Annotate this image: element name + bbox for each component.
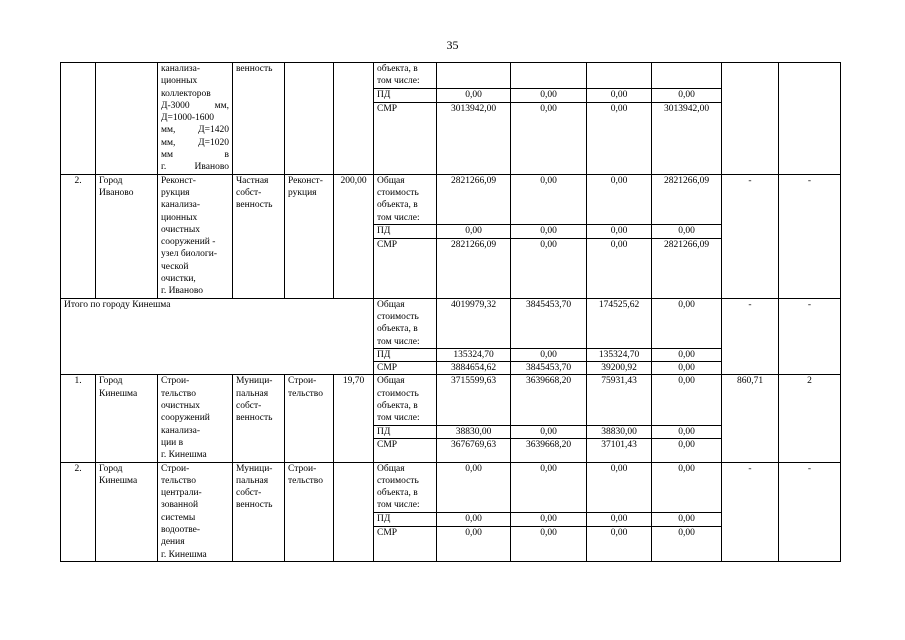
ownership-cell: Муници- пальная собст- венность <box>233 462 285 561</box>
pd-cost-cell: 135324,70 <box>437 348 511 361</box>
row-number-cell: 1. <box>61 375 96 462</box>
smr-cost-cell: 3013942,00 <box>652 102 722 174</box>
row-number-cell <box>61 63 96 175</box>
work-type-cell: Реконст- рукция <box>285 174 334 298</box>
subtotal-label: Итого по городу Кинешма <box>61 298 374 375</box>
cost-cell <box>652 63 722 89</box>
pd-cost-cell: 0,00 <box>587 89 652 103</box>
extra-cell: - <box>722 174 779 298</box>
city-cell <box>96 63 158 175</box>
total-cost-cell <box>437 63 511 89</box>
work-type-cell <box>285 63 334 175</box>
capacity-cell <box>334 462 374 561</box>
cost-cell <box>511 63 587 89</box>
total-cost-cell: 3715599,63 <box>437 375 511 426</box>
pd-label: ПД <box>374 513 437 526</box>
smr-cost-cell: 3845453,70 <box>511 362 587 375</box>
row-number-cell: 2. <box>61 174 96 298</box>
cost-cell: 0,00 <box>511 174 587 225</box>
extra-cell: - <box>722 462 779 561</box>
pd-cost-cell: 0,00 <box>511 89 587 103</box>
object-name-cell: Строи- тельство очистных сооружений канализа- ции в г. Кинешма <box>158 375 233 462</box>
smr-cost-cell: 0,00 <box>652 439 722 462</box>
subtotal-row <box>61 298 841 348</box>
object-name-cell: канализа- ционных коллекторов Д-3000 мм, Д=1000-1600 мм, Д=1420 мм, Д=1020 мм в г. Иваново <box>158 63 233 175</box>
cost-cell: 3845453,70 <box>511 298 587 348</box>
cost-cell: 3639668,20 <box>511 375 587 426</box>
city-cell: Город Кинешма <box>96 375 158 462</box>
extra-cell: - <box>779 462 841 561</box>
capacity-cell: 19,70 <box>334 375 374 462</box>
pd-cost-cell: 38830,00 <box>437 425 511 438</box>
page-number: 35 <box>446 38 459 52</box>
cost-cell: 0,00 <box>587 174 652 225</box>
pd-cost-cell: 0,00 <box>652 348 722 361</box>
pd-cost-cell: 0,00 <box>652 225 722 238</box>
capacity-cell <box>334 63 374 175</box>
pd-cost-cell: 0,00 <box>511 513 587 526</box>
cost-cell: 0,00 <box>587 462 652 513</box>
smr-cost-cell: 3676769,63 <box>437 439 511 462</box>
extra-cell <box>722 63 779 175</box>
smr-cost-cell: 2821266,09 <box>437 238 511 298</box>
cost-description-cell: Общая стоимость объекта, в том числе: <box>374 298 437 348</box>
ownership-cell: Муници- пальная собст- венность <box>233 375 285 462</box>
ownership-cell: Частная собст- венность <box>233 174 285 298</box>
investment-table <box>60 62 841 562</box>
pd-cost-cell: 0,00 <box>587 513 652 526</box>
pd-cost-cell: 0,00 <box>511 225 587 238</box>
smr-cost-cell: 0,00 <box>511 238 587 298</box>
total-cost-cell: 2821266,09 <box>437 174 511 225</box>
object-name-cell: Реконст- рукция канализа- ционных очистных сооружений - узел биологи- ческой очистки, г. Иваново <box>158 174 233 298</box>
smr-cost-cell: 3884654,62 <box>437 362 511 375</box>
pd-cost-cell: 0,00 <box>652 89 722 103</box>
cost-cell: 2821266,09 <box>652 174 722 225</box>
table-row <box>61 174 841 225</box>
table-row <box>61 462 841 513</box>
smr-label: СМР <box>374 439 437 462</box>
smr-label: СМР <box>374 362 437 375</box>
cost-description-cell: Общая стоимость объекта, в том числе: <box>374 174 437 225</box>
work-type-cell: Строи- тельство <box>285 462 334 561</box>
pd-label: ПД <box>374 225 437 238</box>
extra-cell: 2 <box>779 375 841 462</box>
cost-cell: 75931,43 <box>587 375 652 426</box>
smr-label: СМР <box>374 526 437 561</box>
ownership-cell: венность <box>233 63 285 175</box>
smr-cost-cell: 0,00 <box>652 362 722 375</box>
cost-cell: 0,00 <box>511 462 587 513</box>
capacity-cell: 200,00 <box>334 174 374 298</box>
object-name-cell: Строи- тельство централи- зованной системы водоотве- дения г. Кинешма <box>158 462 233 561</box>
extra-cell: - <box>779 298 841 375</box>
pd-cost-cell: 0,00 <box>511 425 587 438</box>
smr-cost-cell: 0,00 <box>511 526 587 561</box>
smr-cost-cell: 0,00 <box>511 102 587 174</box>
smr-cost-cell: 0,00 <box>652 526 722 561</box>
pd-cost-cell: 0,00 <box>437 225 511 238</box>
pd-cost-cell: 0,00 <box>511 348 587 361</box>
smr-cost-cell: 0,00 <box>587 238 652 298</box>
pd-cost-cell: 0,00 <box>652 425 722 438</box>
cost-description-cell: объекта, в том числе: <box>374 63 437 89</box>
smr-label: СМР <box>374 102 437 174</box>
smr-cost-cell: 0,00 <box>587 102 652 174</box>
pd-cost-cell: 0,00 <box>652 513 722 526</box>
pd-label: ПД <box>374 89 437 103</box>
work-type-cell: Строи- тельство <box>285 375 334 462</box>
smr-cost-cell: 3013942,00 <box>437 102 511 174</box>
cost-cell: 174525,62 <box>587 298 652 348</box>
extra-cell <box>779 63 841 175</box>
pd-label: ПД <box>374 348 437 361</box>
cost-description-cell: Общая стоимость объекта, в том числе: <box>374 375 437 426</box>
smr-label: СМР <box>374 238 437 298</box>
cost-cell <box>587 63 652 89</box>
extra-cell: - <box>779 174 841 298</box>
extra-cell: 860,71 <box>722 375 779 462</box>
city-cell: Город Иваново <box>96 174 158 298</box>
pd-cost-cell: 135324,70 <box>587 348 652 361</box>
extra-cell: - <box>722 298 779 375</box>
cost-description-cell: Общая стоимость объекта, в том числе: <box>374 462 437 513</box>
pd-cost-cell: 38830,00 <box>587 425 652 438</box>
smr-cost-cell: 2821266,09 <box>652 238 722 298</box>
smr-cost-cell: 39200,92 <box>587 362 652 375</box>
smr-cost-cell: 0,00 <box>437 526 511 561</box>
smr-cost-cell: 3639668,20 <box>511 439 587 462</box>
total-cost-cell: 4019979,32 <box>437 298 511 348</box>
pd-cost-cell: 0,00 <box>587 225 652 238</box>
table-row <box>61 63 841 89</box>
row-number-cell: 2. <box>61 462 96 561</box>
smr-cost-cell: 0,00 <box>587 526 652 561</box>
pd-label: ПД <box>374 425 437 438</box>
table-row <box>61 375 841 426</box>
cost-cell: 0,00 <box>652 462 722 513</box>
total-cost-cell: 0,00 <box>437 462 511 513</box>
cost-cell: 0,00 <box>652 375 722 426</box>
pd-cost-cell: 0,00 <box>437 513 511 526</box>
smr-cost-cell: 37101,43 <box>587 439 652 462</box>
city-cell: Город Кинешма <box>96 462 158 561</box>
cost-cell: 0,00 <box>652 298 722 348</box>
pd-cost-cell: 0,00 <box>437 89 511 103</box>
